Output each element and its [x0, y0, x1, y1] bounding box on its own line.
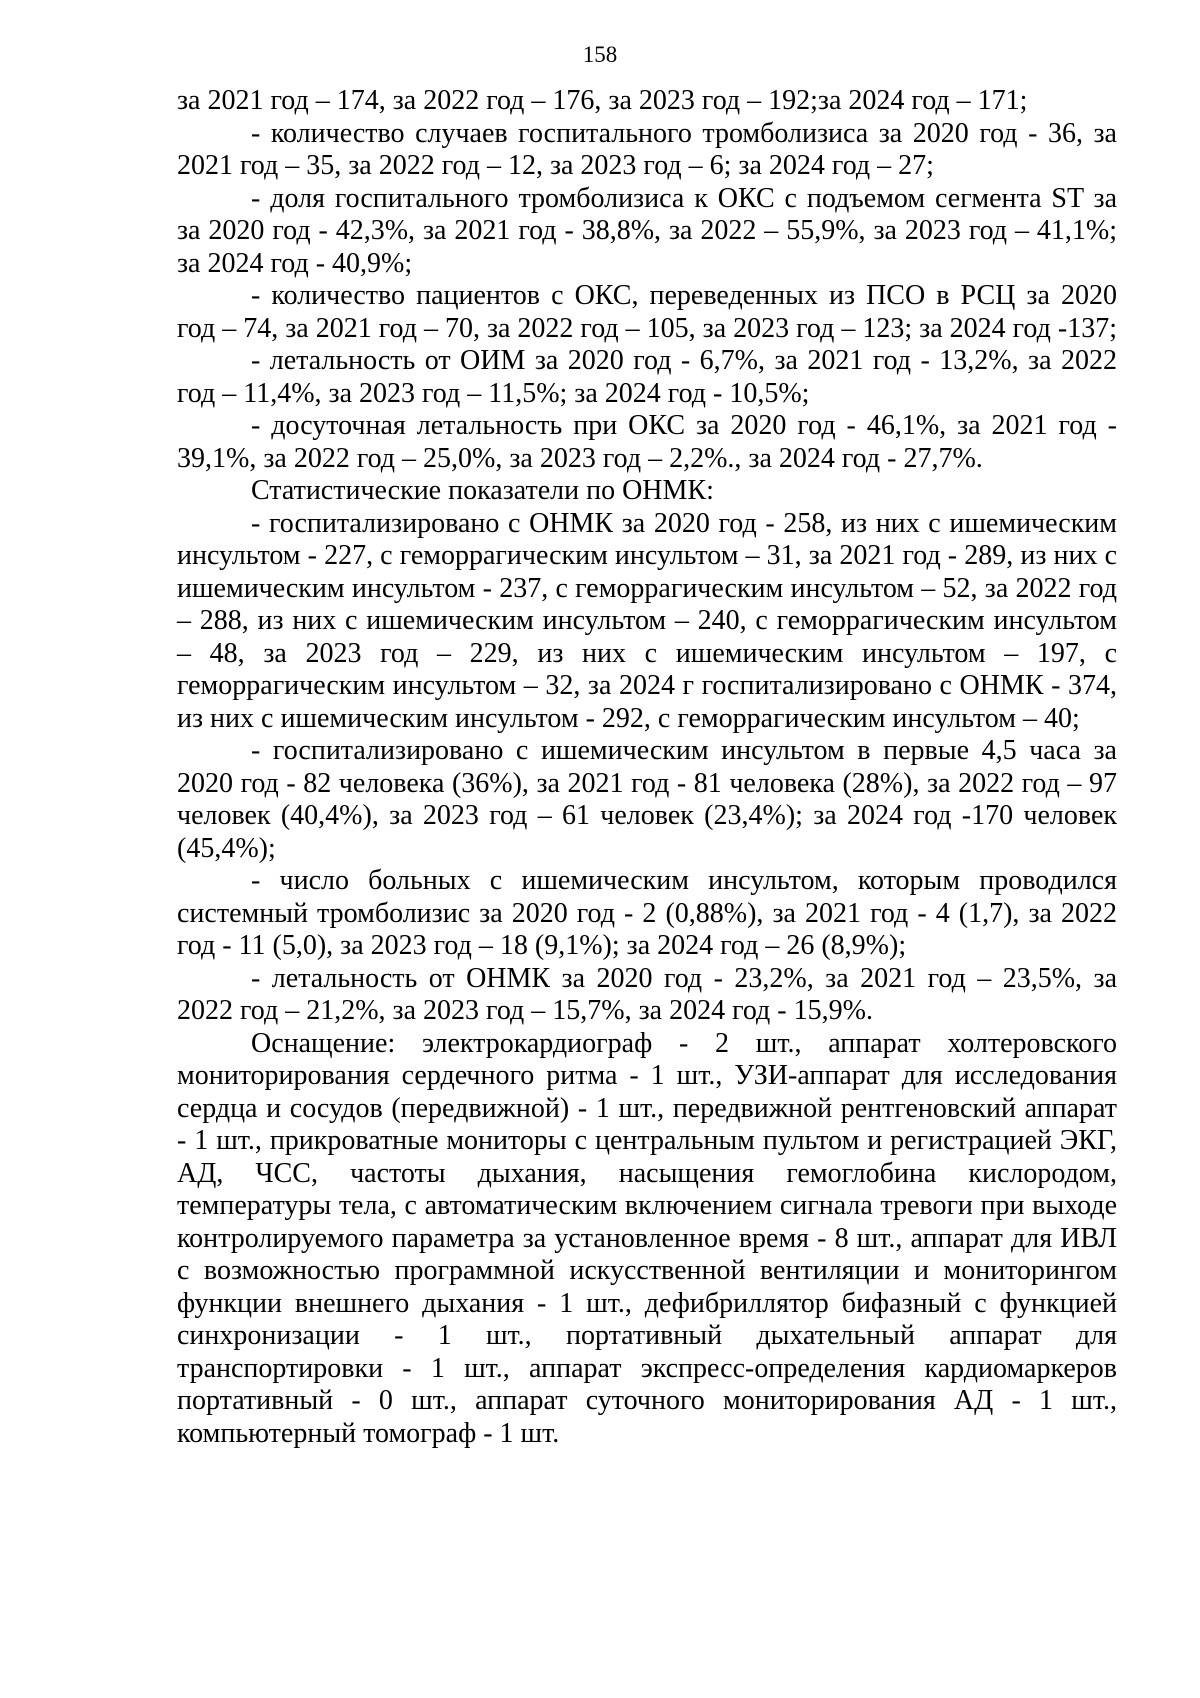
- paragraph-ams-2021-2024: за 2021 год – 174, за 2022 год – 176, за 2023 год – 192;за 2024 год – 171;: [177, 85, 1028, 116]
- page-number: 158: [582, 42, 618, 67]
- section-heading-stroke-stats: Статистические показатели по ОНМК:: [251, 475, 714, 506]
- paragraph-acs-early-mortality: - досуточная летальность при ОКС за 2020 год - 46,1%, за 2021 год - 39,1%, за 2022 год – 25,0%, за 2023 год – 2,2%., за 2024 год - 27,7%.: [177, 410, 1117, 474]
- paragraph-stroke-mortality: - летальность от ОНМК за 2020 год - 23,2%, за 2021 год – 23,5%, за 2022 год – 21,2%, за 2023 год – 15,7%, за 2024 год - 15,9%.: [177, 962, 1117, 1026]
- paragraph-equipment: Оснащение: электрокардиограф - 2 шт., аппарат холтеровского мониторирования сердечного ритма - 1 шт., УЗИ-аппарат для исследования сердца и сосудов (передвижной) - 1 шт., передвижной рентгеновский аппарат - 1 шт., прикроватные мониторы с центральным пультом и регистрацией ЭКГ, АД, ЧСС, частоты дыхания, насыщения гемоглобина кислородом, температуры тела, с автоматическим включением сигнала тревоги при выходе контролируемого параметра за установленное время - 8 шт., аппарат для ИВЛ с возможностью программной искусственной вентиляции и мониторингом функции внешнего дыхания - 1 шт., дефибриллятор бифазный с функцией синхронизации - 1 шт., портативный дыхательный аппарат для транспортировки - 1 шт., аппарат экспресс-определения кардиомаркеров портативный - 0 шт., аппарат суточного мониторирования АД - 1 шт., компьютерный томограф - 1 шт.: [177, 1027, 1117, 1449]
- paragraph-ami-mortality: - летальность от ОИМ за 2020 год - 6,7%, за 2021 год - 13,2%, за 2022 год – 11,4%, за 2023 год – 11,5%; за 2024 год - 10,5%;: [177, 345, 1117, 409]
- paragraph-systemic-thrombolysis: - число больных с ишемическим инсультом, которым проводился системный тромболизис за 2020 год - 2 (0,88%), за 2021 год - 4 (1,7), за 2022 год - 11 (5,0), за 2023 год – 18 (9,1%); за 2024 год – 26 (8,9%);: [177, 865, 1117, 961]
- paragraph-acs-transfers: - количество пациентов с ОКС, переведенных из ПСО в РСЦ за 2020 год – 74, за 2021 год – 70, за 2022 год – 105, за 2023 год – 123; за 2024 год -137;: [177, 280, 1117, 344]
- body-text: [177, 85, 1117, 1450]
- paragraph-stroke-first-hours: - госпитализировано с ишемическим инсультом в первые 4,5 часа за 2020 год - 82 человека (36%), за 2021 год - 81 человека (28%), за 2022 год – 97 человек (40,4%), за 2023 год – 61 человек (23,4%); за 2024 год -170 человек (45,4%);: [177, 735, 1117, 864]
- paragraph-stroke-hospitalized: - госпитализировано с ОНМК за 2020 год - 258, из них с ишемическим инсультом - 227, с геморрагическим инсультом – 31, за 2021 год - 289, из них с ишемическим инсультом - 237, с геморрагическим инсультом – 52, за 2022 год – 288, из них с ишемическим инсультом – 240, с геморрагическим инсультом – 48, за 2023 год – 229, из них с ишемическим инсультом – 197, с геморрагическим инсультом – 32, за 2024 г госпитализировано с ОНМК - 374, из них с ишемическим инсультом - 292, с геморрагическим инсультом – 40;: [177, 507, 1117, 734]
- paragraph-hospital-thrombolysis-count: - количество случаев госпитального тромболизиса за 2020 год - 36, за 2021 год – 35, за 2022 год – 12, за 2023 год – 6; за 2024 год – 27;: [177, 117, 1117, 181]
- paragraph-thrombolysis-share-st: - доля госпитального тромболизиса к ОКС с подъемом сегмента ST за за 2020 год - 42,3%, за 2021 год - 38,8%, за 2022 – 55,9%, за 2023 год – 41,1%; за 2024 год - 40,9%;: [177, 182, 1117, 279]
